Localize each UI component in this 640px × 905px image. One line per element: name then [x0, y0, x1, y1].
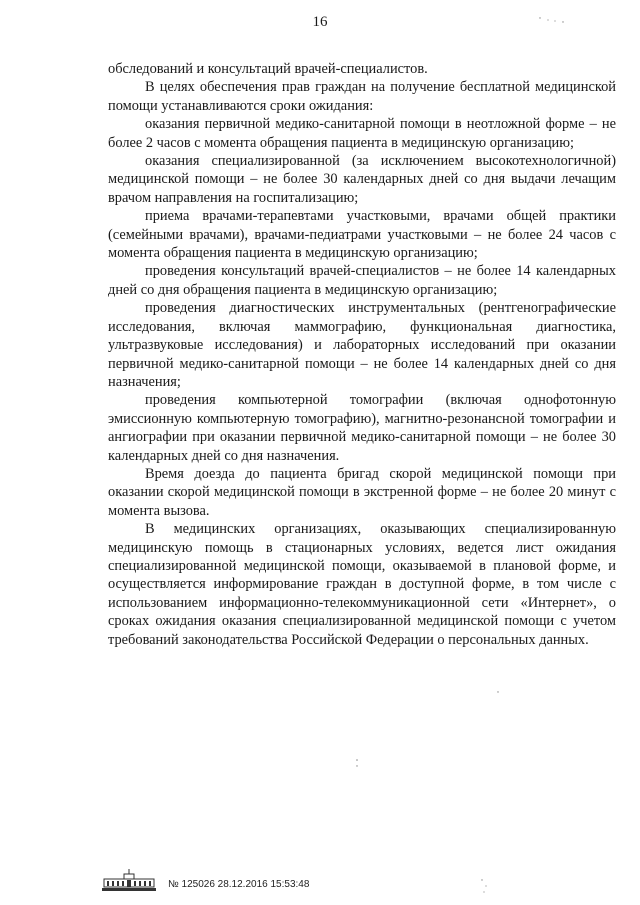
- paragraph-specialist-consultation: проведения консультаций врачей-специалистов – не более 14 календарных дней со дня обращения пациента в медицинскую организацию;: [108, 263, 616, 298]
- paragraph-tomography: проведения компьютерной томографии (включая однофотонную эмиссионную компьютерную томографию), магнитно-резонансной томографии и ангиографии при оказании первичной медико-санитарной помощи – не более 30 календарных дней со дня назначения.: [108, 392, 616, 464]
- document-footer: [100, 866, 309, 892]
- paragraph-therapist-appointment: приема врачами-терапевтами участковыми, врачами общей практики (семейными врачами), врачами-педиатрами участковыми – не более 24 часов с момента обращения пациента в медицинскую организацию;: [108, 208, 616, 262]
- paragraph-primary-care-urgent: оказания первичной медико-санитарной помощи в неотложной форме – не более 2 часов с момента обращения пациента в медицинскую организацию;: [108, 116, 616, 151]
- page-number: 16: [312, 14, 328, 30]
- paragraph-diagnostic-tests: проведения диагностических инструментальных (рентгенографические исследования, включая маммографию, функциональная диагностика, ультразвуковые исследования) и лабораторных исследований при оказании первичной медико-санитарной помощи – не более 14 календарных дней со дня назначения;: [108, 300, 616, 390]
- document-stamp: № 125026 28.12.2016 15:53:48: [168, 879, 310, 890]
- paragraph-continuation: обследований и консультаций врачей-специалистов.: [108, 61, 428, 77]
- paragraph-waiting-list: В медицинских организациях, оказывающих специализированную медицинскую помощь в стационарных условиях, ведется лист ожидания специализированной медицинской помощи, оказываемой в плановой форме, и осуществляется информирование граждан в доступной форме, в том числе с использованием информационно-телекоммуникационной сети «Интернет», о сроках ожидания оказания специализированной медицинской помощи с учетом требований законодательства Российской Федерации о персональных данных.: [108, 521, 616, 648]
- government-building-icon: [100, 868, 158, 892]
- paragraph-waiting-times-intro: В целях обеспечения прав граждан на получение бесплатной медицинской помощи устанавливаются сроки ожидания:: [108, 79, 616, 114]
- document-body: [108, 60, 616, 649]
- paragraph-ambulance-time: Время доезда до пациента бригад скорой медицинской помощи при оказании скорой медицинской помощи в экстренной форме – не более 20 минут с момента вызова.: [108, 465, 616, 519]
- paragraph-specialized-care: оказания специализированной (за исключением высокотехнологичной) медицинской помощи – не более 30 календарных дней со дня выдачи лечащим врачом направления на госпитализацию;: [108, 153, 616, 206]
